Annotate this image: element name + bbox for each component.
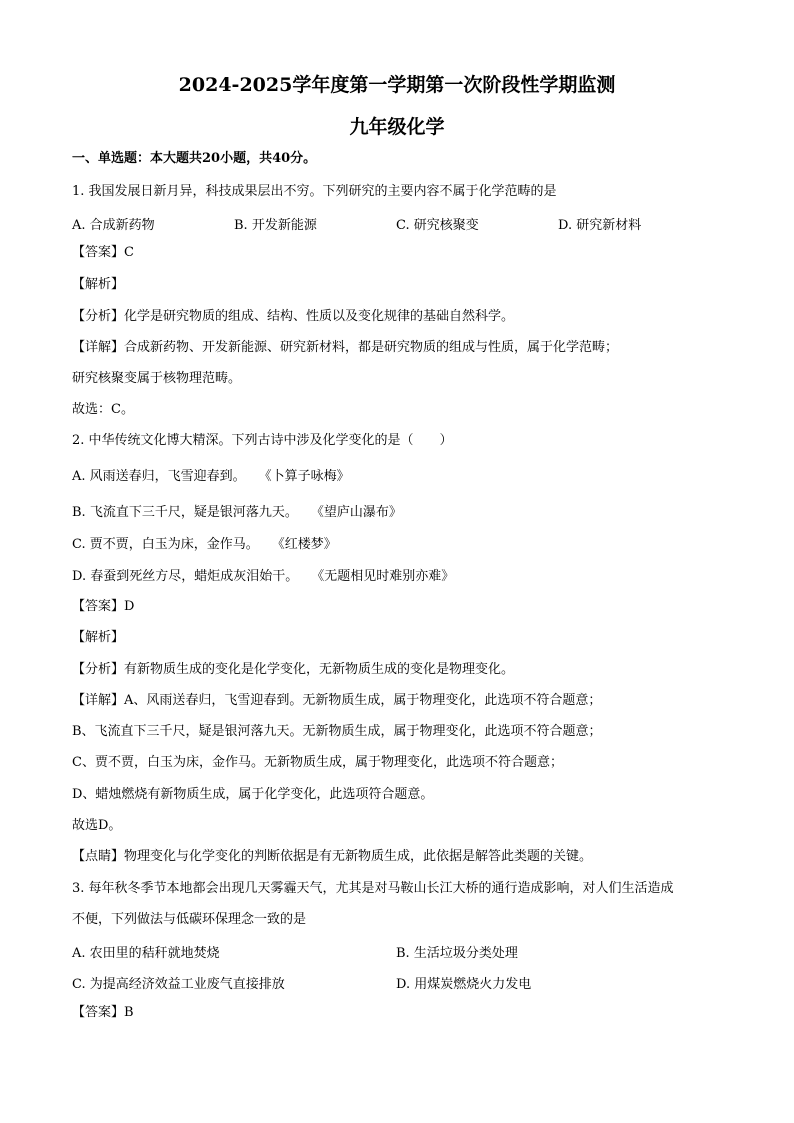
- q1-answer: 【答案】C: [72, 245, 134, 260]
- q2-option-b: B. 飞流直下三千尺，疑是银河落九天。 《望庐山瀑布》: [72, 505, 402, 520]
- q2-analysis-label: 【解析】: [72, 630, 125, 645]
- q2-xiangjie-4: D、蜡烛燃烧有新物质生成，属于化学变化，此选项符合题意。: [72, 787, 434, 802]
- q3-option-c: C. 为提高经济效益工业废气直接排放: [72, 977, 285, 992]
- q2-option-a: A. 风雨送春归，飞雪迎春到。 《卜算子咏梅》: [72, 469, 350, 484]
- q3-stem-2: 不便，下列做法与低碳环保理念一致的是: [72, 912, 307, 927]
- q1-fenxi: 【分析】化学是研究物质的组成、结构、性质以及变化规律的基础自然科学。: [72, 309, 515, 324]
- section-heading: 一、单选题：本大题共20小题，共40分。: [72, 151, 317, 166]
- q1-xiangjie-2: 研究核聚变属于核物理范畴。: [72, 371, 242, 386]
- q2-choice: 故选D。: [72, 818, 122, 833]
- q2-xiangjie-3: C、贾不贾，白玉为床，金作马。无新物质生成，属于物理变化，此选项不符合题意；: [72, 755, 563, 770]
- q3-option-b: B. 生活垃圾分类处理: [396, 946, 518, 961]
- q1-option-b: B. 开发新能源: [234, 218, 317, 233]
- q1-choice: 故选：C。: [72, 402, 134, 417]
- q1-analysis-label: 【解析】: [72, 277, 125, 292]
- q3-option-a: A. 农田里的秸秆就地焚烧: [72, 946, 220, 961]
- q1-option-d: D. 研究新材料: [558, 218, 642, 233]
- q2-option-c: C. 贾不贾，白玉为床，金作马。 《红楼梦》: [72, 537, 337, 552]
- q3-stem-1: 3. 每年秋冬季节本地都会出现几天雾霾天气，尤其是对马鞍山长江大桥的通行造成影响，对人们生活造成: [72, 881, 674, 896]
- page-subtitle: 九年级化学: [349, 116, 445, 138]
- q1-xiangjie-1: 【详解】合成新药物、开发新能源、研究新材料，都是研究物质的组成与性质，属于化学范畴；: [72, 340, 619, 355]
- q3-option-d: D. 用煤炭燃烧火力发电: [396, 977, 532, 992]
- q1-option-c: C. 研究核聚变: [396, 218, 479, 233]
- page-title: 2024-2025学年度第一学期第一次阶段性学期监测: [178, 74, 616, 96]
- q3-answer: 【答案】B: [72, 1005, 134, 1020]
- q2-option-d: D. 春蚕到死丝方尽，蜡炬成灰泪始干。 《无题相见时难别亦难》: [72, 569, 455, 584]
- q1-option-a: A. 合成新药物: [72, 218, 155, 233]
- q2-fenxi: 【分析】有新物质生成的变化是化学变化，无新物质生成的变化是物理变化。: [72, 662, 515, 677]
- q2-stem: 2. 中华传统文化博大精深。下列古诗中涉及化学变化的是（ ）: [72, 433, 453, 448]
- q2-answer: 【答案】D: [72, 599, 135, 614]
- q2-xiangjie-1: 【详解】A、风雨送春归，飞雪迎春到。无新物质生成，属于物理变化，此选项不符合题意；: [72, 693, 602, 708]
- q2-dianjing: 【点睛】物理变化与化学变化的判断依据是有无新物质生成，此依据是解答此类题的关键。: [72, 849, 593, 864]
- q1-stem: 1. 我国发展日新月异，科技成果层出不穷。下列研究的主要内容不属于化学范畴的是: [72, 184, 557, 199]
- q2-xiangjie-2: B、飞流直下三千尺，疑是银河落九天。无新物质生成，属于物理变化，此选项不符合题意；: [72, 724, 602, 739]
